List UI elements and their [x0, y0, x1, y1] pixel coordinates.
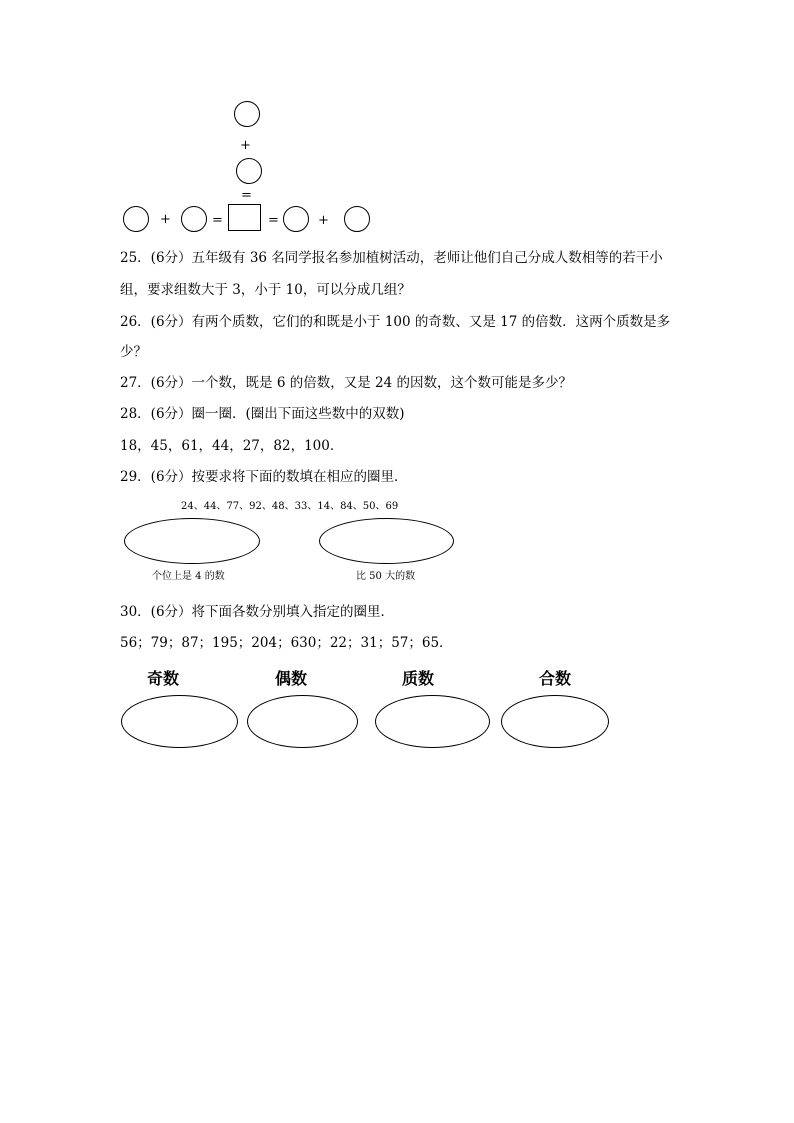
question-25-line2: 组，要求组数大于 3，小于 10，可以分成几组？ — [120, 282, 411, 298]
question-27: 27．(6分）一个数，既是 6 的倍数，又是 24 的因数，这个数可能是多少？ — [120, 375, 572, 391]
plus-sign: + — [318, 213, 329, 228]
top-circle[interactable] — [234, 101, 260, 127]
plus-sign: + — [160, 212, 171, 227]
question-29: 29．(6分）按要求将下面的数填在相应的圈里． — [120, 469, 408, 485]
equals-sign: = — [241, 188, 252, 203]
q30-composite-ellipse[interactable] — [501, 695, 609, 748]
q29-left-ellipse[interactable] — [124, 518, 260, 564]
q29-right-ellipse[interactable] — [319, 518, 454, 564]
q30-label-prime: 质数 — [402, 669, 435, 688]
q30-prime-ellipse[interactable] — [375, 695, 490, 748]
q30-odd-ellipse[interactable] — [121, 695, 238, 748]
q29-right-label: 比 50 大的数 — [356, 571, 416, 582]
question-30-numbers: 56；79；87；195；204；630；22；31；57；65． — [120, 635, 453, 651]
bottom-circle-1[interactable] — [123, 206, 149, 232]
question-30: 30．(6分）将下面各数分别填入指定的圈里． — [120, 604, 395, 620]
question-26-line1: 26．(6分）有两个质数，它们的和既是小于 100 的奇数、又是 17 的倍数．这两个质数是多 — [120, 314, 671, 330]
equals-sign: = — [268, 213, 279, 228]
q30-even-ellipse[interactable] — [247, 695, 358, 748]
middle-circle[interactable] — [236, 158, 262, 184]
bottom-circle-2[interactable] — [181, 206, 207, 232]
q29-number-list: 24、44、77、92、48、33、14、84、50、69 — [181, 501, 399, 512]
question-26-line2: 少？ — [120, 344, 147, 360]
q29-left-label: 个位上是 4 的数 — [152, 571, 225, 582]
question-25-line1: 25．(6分）五年级有 36 名同学报名参加植树活动，老师让他们自己分成人数相等的若干小 — [120, 250, 663, 266]
bottom-circle-4[interactable] — [344, 206, 370, 232]
center-box[interactable] — [228, 204, 261, 231]
equals-sign: = — [212, 213, 223, 228]
plus-sign: + — [240, 138, 251, 153]
q30-label-composite: 合数 — [539, 669, 572, 688]
question-28: 28．(6分）圈一圈．(圈出下面这些数中的双数) — [120, 406, 405, 422]
q30-label-even: 偶数 — [275, 669, 308, 688]
q30-label-odd: 奇数 — [147, 669, 180, 688]
question-28-numbers: 18，45，61，44，27，82，100． — [120, 438, 344, 454]
bottom-circle-3[interactable] — [283, 206, 309, 232]
